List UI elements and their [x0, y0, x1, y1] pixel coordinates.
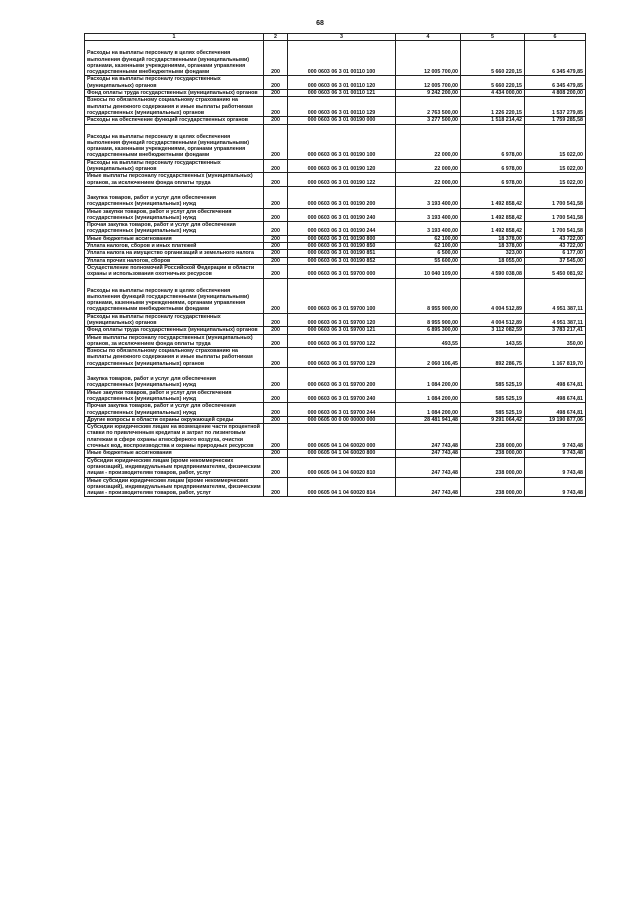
row-name-cell: Иные бюджетные ассигнования	[85, 450, 264, 457]
row-line-code-cell: 200	[264, 416, 288, 423]
row-budget-code-cell: 000 0603 06 3 01 59700 100	[288, 278, 396, 313]
row-line-code-cell: 200	[264, 477, 288, 497]
row-line-code-cell: 200	[264, 313, 288, 327]
row-approved-amount-cell: 22 000,00	[396, 124, 461, 159]
row-executed-amount-cell: 1 492 858,42	[461, 208, 525, 222]
row-approved-amount-cell: 12 005 700,00	[396, 76, 461, 90]
row-approved-amount-cell: 22 000,00	[396, 159, 461, 173]
row-approved-amount-cell: 28 481 941,48	[396, 416, 461, 423]
row-unexecuted-amount-cell: 9 743,48	[525, 424, 586, 450]
row-approved-amount-cell: 62 100,00	[396, 235, 461, 242]
row-budget-code-cell: 000 0603 06 3 01 00190 100	[288, 124, 396, 159]
table-row	[85, 477, 586, 497]
table-row	[85, 264, 586, 278]
row-approved-amount-cell: 55 600,00	[396, 257, 461, 264]
row-budget-code-cell: 000 0603 06 3 01 00190 244	[288, 222, 396, 236]
row-budget-code-cell: 000 0603 06 3 01 00190 851	[288, 250, 396, 257]
row-budget-code-cell: 000 0603 06 3 01 00190 122	[288, 173, 396, 187]
row-unexecuted-amount-cell: 15 022,00	[525, 124, 586, 159]
table-row	[85, 257, 586, 264]
row-approved-amount-cell: 1 084 200,00	[396, 403, 461, 417]
row-line-code-cell: 200	[264, 368, 288, 390]
row-approved-amount-cell: 22 000,00	[396, 173, 461, 187]
table-row	[85, 159, 586, 173]
row-approved-amount-cell: 2 060 106,45	[396, 348, 461, 368]
row-approved-amount-cell: 3 277 500,00	[396, 117, 461, 124]
row-line-code-cell: 200	[264, 173, 288, 187]
row-approved-amount-cell: 8 955 900,00	[396, 313, 461, 327]
row-budget-code-cell: 000 0603 06 3 01 00190 000	[288, 117, 396, 124]
row-line-code-cell: 200	[264, 76, 288, 90]
row-name-cell: Расходы на выплаты персоналу государственных (муниципальных) органов	[85, 76, 264, 90]
table-row	[85, 243, 586, 250]
row-line-code-cell: 200	[264, 208, 288, 222]
row-line-code-cell: 200	[264, 450, 288, 457]
row-unexecuted-amount-cell: 1 759 285,58	[525, 117, 586, 124]
column-number-1: 1	[85, 34, 264, 41]
row-executed-amount-cell: 3 112 082,59	[461, 327, 525, 334]
table-row	[85, 334, 586, 348]
table-row	[85, 41, 586, 76]
row-budget-code-cell: 000 0603 06 3 01 59700 200	[288, 368, 396, 390]
row-name-cell: Уплата налогов, сборов и иных платежей	[85, 243, 264, 250]
table-row	[85, 389, 586, 403]
row-approved-amount-cell: 493,55	[396, 334, 461, 348]
column-number-2: 2	[264, 34, 288, 41]
row-unexecuted-amount-cell: 498 674,81	[525, 389, 586, 403]
table-row	[85, 117, 586, 124]
row-approved-amount-cell: 8 955 900,00	[396, 278, 461, 313]
row-approved-amount-cell: 3 193 400,00	[396, 186, 461, 208]
row-name-cell: Расходы на выплаты персоналу в целях обеспечения выполнения функций государственными (муниципальными) органами, казенными учреждениями, органами управления государственными внебюджетными фондами	[85, 41, 264, 76]
row-unexecuted-amount-cell: 9 743,48	[525, 457, 586, 477]
row-unexecuted-amount-cell: 4 808 200,00	[525, 90, 586, 97]
row-unexecuted-amount-cell: 1 700 541,58	[525, 186, 586, 208]
row-budget-code-cell: 000 0603 06 3 01 00110 129	[288, 97, 396, 117]
row-executed-amount-cell: 18 055,00	[461, 257, 525, 264]
row-approved-amount-cell: 247 743,48	[396, 424, 461, 450]
table-row	[85, 186, 586, 208]
row-budget-code-cell: 000 0603 06 3 01 59700 122	[288, 334, 396, 348]
row-unexecuted-amount-cell: 3 783 217,41	[525, 327, 586, 334]
row-line-code-cell: 200	[264, 457, 288, 477]
row-budget-code-cell: 000 0603 06 3 01 59700 000	[288, 264, 396, 278]
row-budget-code-cell: 000 0603 06 3 01 59700 240	[288, 389, 396, 403]
row-line-code-cell: 200	[264, 159, 288, 173]
row-name-cell: Другие вопросы в области охраны окружающей среды	[85, 416, 264, 423]
row-approved-amount-cell: 6 500,00	[396, 250, 461, 257]
row-unexecuted-amount-cell: 6 345 479,85	[525, 41, 586, 76]
row-approved-amount-cell: 2 763 500,00	[396, 97, 461, 117]
row-name-cell: Осуществление полномочий Российской Федерации в области охраны и использования охотничьих ресурсов	[85, 264, 264, 278]
row-name-cell: Иные выплаты персоналу государственных (муниципальных) органов, за исключением фонда оплаты труда	[85, 334, 264, 348]
row-unexecuted-amount-cell: 1 167 819,70	[525, 348, 586, 368]
row-executed-amount-cell: 585 525,19	[461, 403, 525, 417]
row-unexecuted-amount-cell: 37 545,00	[525, 257, 586, 264]
row-unexecuted-amount-cell: 6 345 479,85	[525, 76, 586, 90]
row-name-cell: Расходы на выплаты персоналу в целях обеспечения выполнения функций государственными (муниципальными) органами, казенными учреждениями, органами управления государственными внебюджетными фондами	[85, 124, 264, 159]
row-name-cell: Прочая закупка товаров, работ и услуг для обеспечения государственных (муниципальных) нужд	[85, 222, 264, 236]
table-row	[85, 173, 586, 187]
row-executed-amount-cell: 4 004 512,89	[461, 278, 525, 313]
row-executed-amount-cell: 238 000,00	[461, 477, 525, 497]
column-number-3: 3	[288, 34, 396, 41]
row-budget-code-cell: 000 0603 06 3 01 59700 244	[288, 403, 396, 417]
row-approved-amount-cell: 6 895 300,00	[396, 327, 461, 334]
row-unexecuted-amount-cell: 9 743,48	[525, 450, 586, 457]
table-row	[85, 403, 586, 417]
row-unexecuted-amount-cell: 43 722,00	[525, 235, 586, 242]
row-name-cell: Закупка товаров, работ и услуг для обеспечения государственных (муниципальных) нужд	[85, 186, 264, 208]
row-approved-amount-cell: 247 743,48	[396, 477, 461, 497]
row-name-cell: Уплата налога на имущество организаций и земельного налога	[85, 250, 264, 257]
row-executed-amount-cell: 892 286,75	[461, 348, 525, 368]
row-name-cell: Субсидии юридическим лицам (кроме некоммерческих организаций), индивидуальным предпринимателям, физическим лицам - производителям товаров, работ, услуг	[85, 457, 264, 477]
row-unexecuted-amount-cell: 5 450 081,92	[525, 264, 586, 278]
row-executed-amount-cell: 1 518 214,42	[461, 117, 525, 124]
row-executed-amount-cell: 18 378,00	[461, 235, 525, 242]
row-approved-amount-cell: 10 040 109,00	[396, 264, 461, 278]
table-row	[85, 348, 586, 368]
row-approved-amount-cell: 1 084 200,00	[396, 389, 461, 403]
row-executed-amount-cell: 323,00	[461, 250, 525, 257]
row-line-code-cell: 200	[264, 97, 288, 117]
row-unexecuted-amount-cell: 498 674,81	[525, 403, 586, 417]
row-unexecuted-amount-cell: 6 177,00	[525, 250, 586, 257]
row-name-cell: Закупка товаров, работ и услуг для обеспечения государственных (муниципальных) нужд	[85, 368, 264, 390]
row-executed-amount-cell: 585 525,19	[461, 368, 525, 390]
row-approved-amount-cell: 3 193 400,00	[396, 222, 461, 236]
row-line-code-cell: 200	[264, 222, 288, 236]
row-budget-code-cell: 000 0603 06 3 01 00110 121	[288, 90, 396, 97]
row-approved-amount-cell: 12 005 700,00	[396, 41, 461, 76]
row-executed-amount-cell: 6 978,00	[461, 159, 525, 173]
row-name-cell: Взносы по обязательному социальному страхованию на выплаты денежного содержания и иные выплаты работникам государственных (муниципальных) органов	[85, 348, 264, 368]
page-number: 68	[316, 20, 324, 27]
row-executed-amount-cell: 1 492 858,42	[461, 186, 525, 208]
row-budget-code-cell: 000 0603 06 3 01 00190 850	[288, 243, 396, 250]
row-approved-amount-cell: 3 193 400,00	[396, 208, 461, 222]
table-row	[85, 76, 586, 90]
row-name-cell: Субсидии юридическим лицам на возмещение части процентной ставки по привлеченным кредитам и затрат по лизинговым платежам в сфере охраны атмосферного воздуха, очистки сточных вод, воспроизводства и охраны природных ресурсов	[85, 424, 264, 450]
row-budget-code-cell: 000 0605 04 1 04 60020 800	[288, 450, 396, 457]
row-line-code-cell: 200	[264, 90, 288, 97]
row-executed-amount-cell: 5 660 220,15	[461, 76, 525, 90]
table-row	[85, 208, 586, 222]
row-line-code-cell: 200	[264, 124, 288, 159]
row-executed-amount-cell: 143,55	[461, 334, 525, 348]
row-name-cell: Фонд оплаты труда государственных (муниципальных) органов	[85, 90, 264, 97]
row-line-code-cell: 200	[264, 264, 288, 278]
row-line-code-cell: 200	[264, 250, 288, 257]
row-approved-amount-cell: 247 743,48	[396, 450, 461, 457]
row-executed-amount-cell: 585 525,19	[461, 389, 525, 403]
table-row	[85, 278, 586, 313]
row-budget-code-cell: 000 0603 06 3 01 59700 129	[288, 348, 396, 368]
row-budget-code-cell: 000 0603 06 3 01 00190 120	[288, 159, 396, 173]
row-line-code-cell: 200	[264, 186, 288, 208]
row-approved-amount-cell: 62 100,00	[396, 243, 461, 250]
row-budget-code-cell: 000 0603 06 3 01 00190 800	[288, 235, 396, 242]
table-row	[85, 124, 586, 159]
table-row	[85, 235, 586, 242]
row-approved-amount-cell: 247 743,48	[396, 457, 461, 477]
row-unexecuted-amount-cell: 350,00	[525, 334, 586, 348]
row-name-cell: Расходы на выплаты персоналу государственных (муниципальных) органов	[85, 159, 264, 173]
row-line-code-cell: 200	[264, 389, 288, 403]
row-name-cell: Уплата прочих налогов, сборов	[85, 257, 264, 264]
row-executed-amount-cell: 1 226 220,15	[461, 97, 525, 117]
row-executed-amount-cell: 5 660 220,15	[461, 41, 525, 76]
row-executed-amount-cell: 6 978,00	[461, 173, 525, 187]
table-row	[85, 313, 586, 327]
row-unexecuted-amount-cell: 15 022,00	[525, 173, 586, 187]
expenditure-table	[84, 33, 586, 497]
row-line-code-cell: 200	[264, 403, 288, 417]
row-name-cell: Взносы по обязательному социальному страхованию на выплаты денежного содержания и иные выплаты работникам государственных (муниципальных) органов	[85, 97, 264, 117]
row-executed-amount-cell: 4 004 512,89	[461, 313, 525, 327]
row-name-cell: Иные субсидии юридическим лицам (кроме некоммерческих организаций), индивидуальным предпринимателям, физическим лицам - производителям товаров, работ, услуг	[85, 477, 264, 497]
column-number-4: 4	[396, 34, 461, 41]
row-executed-amount-cell: 4 590 038,08	[461, 264, 525, 278]
row-line-code-cell: 200	[264, 41, 288, 76]
row-executed-amount-cell: 238 000,00	[461, 450, 525, 457]
table-row	[85, 368, 586, 390]
row-unexecuted-amount-cell: 498 674,81	[525, 368, 586, 390]
row-unexecuted-amount-cell: 43 722,00	[525, 243, 586, 250]
row-name-cell: Иные закупки товаров, работ и услуг для обеспечения государственных (муниципальных) нужд	[85, 208, 264, 222]
row-approved-amount-cell: 9 242 200,00	[396, 90, 461, 97]
row-line-code-cell: 200	[264, 278, 288, 313]
row-line-code-cell: 200	[264, 117, 288, 124]
row-unexecuted-amount-cell: 19 190 877,06	[525, 416, 586, 423]
row-budget-code-cell: 000 0605 00 0 00 00000 000	[288, 416, 396, 423]
row-executed-amount-cell: 4 434 000,00	[461, 90, 525, 97]
row-budget-code-cell: 000 0603 06 3 01 00110 100	[288, 41, 396, 76]
row-executed-amount-cell: 6 978,00	[461, 124, 525, 159]
row-budget-code-cell: 000 0603 06 3 01 59700 120	[288, 313, 396, 327]
row-name-cell: Иные закупки товаров, работ и услуг для обеспечения государственных (муниципальных) нужд	[85, 389, 264, 403]
row-budget-code-cell: 000 0603 06 3 01 00190 852	[288, 257, 396, 264]
column-number-6: 6	[525, 34, 586, 41]
row-unexecuted-amount-cell: 1 700 541,58	[525, 208, 586, 222]
row-budget-code-cell: 000 0603 06 3 01 00190 200	[288, 186, 396, 208]
column-number-row	[85, 34, 586, 41]
table-row	[85, 416, 586, 423]
row-name-cell: Прочая закупка товаров, работ и услуг для обеспечения государственных (муниципальных) нужд	[85, 403, 264, 417]
table-row	[85, 457, 586, 477]
row-executed-amount-cell: 238 000,00	[461, 424, 525, 450]
row-unexecuted-amount-cell: 9 743,48	[525, 477, 586, 497]
row-executed-amount-cell: 238 000,00	[461, 457, 525, 477]
row-line-code-cell: 200	[264, 334, 288, 348]
table-row	[85, 97, 586, 117]
row-line-code-cell: 200	[264, 243, 288, 250]
row-name-cell: Расходы на обеспечение функций государственных органов	[85, 117, 264, 124]
table-row	[85, 450, 586, 457]
row-unexecuted-amount-cell: 4 951 387,11	[525, 278, 586, 313]
row-unexecuted-amount-cell: 1 700 541,58	[525, 222, 586, 236]
row-unexecuted-amount-cell: 4 951 387,11	[525, 313, 586, 327]
row-budget-code-cell: 000 0603 06 3 01 59700 121	[288, 327, 396, 334]
row-name-cell: Расходы на выплаты персоналу государственных (муниципальных) органов	[85, 313, 264, 327]
table-body	[85, 41, 586, 497]
table-row	[85, 222, 586, 236]
column-number-5: 5	[461, 34, 525, 41]
table-row	[85, 250, 586, 257]
row-unexecuted-amount-cell: 15 022,00	[525, 159, 586, 173]
row-budget-code-cell: 000 0605 04 1 04 60020 000	[288, 424, 396, 450]
table-row	[85, 327, 586, 334]
row-executed-amount-cell: 18 378,00	[461, 243, 525, 250]
row-budget-code-cell: 000 0603 06 3 01 00190 240	[288, 208, 396, 222]
row-budget-code-cell: 000 0605 04 1 04 60020 810	[288, 457, 396, 477]
row-budget-code-cell: 000 0603 06 3 01 00110 120	[288, 76, 396, 90]
row-line-code-cell: 200	[264, 235, 288, 242]
row-line-code-cell: 200	[264, 424, 288, 450]
row-executed-amount-cell: 1 492 858,42	[461, 222, 525, 236]
row-line-code-cell: 200	[264, 257, 288, 264]
row-budget-code-cell: 000 0605 04 1 04 60020 814	[288, 477, 396, 497]
row-name-cell: Фонд оплаты труда государственных (муниципальных) органов	[85, 327, 264, 334]
row-name-cell: Иные выплаты персоналу государственных (муниципальных) органов, за исключением фонда оплаты труда	[85, 173, 264, 187]
row-name-cell: Расходы на выплаты персоналу в целях обеспечения выполнения функций государственными (муниципальными) органами, казенными учреждениями, органами управления государственными внебюджетными фондами	[85, 278, 264, 313]
table-row	[85, 90, 586, 97]
row-line-code-cell: 200	[264, 348, 288, 368]
row-name-cell: Иные бюджетные ассигнования	[85, 235, 264, 242]
row-unexecuted-amount-cell: 1 537 279,85	[525, 97, 586, 117]
row-line-code-cell: 200	[264, 327, 288, 334]
row-approved-amount-cell: 1 084 200,00	[396, 368, 461, 390]
table-row	[85, 424, 586, 450]
row-executed-amount-cell: 9 291 064,42	[461, 416, 525, 423]
